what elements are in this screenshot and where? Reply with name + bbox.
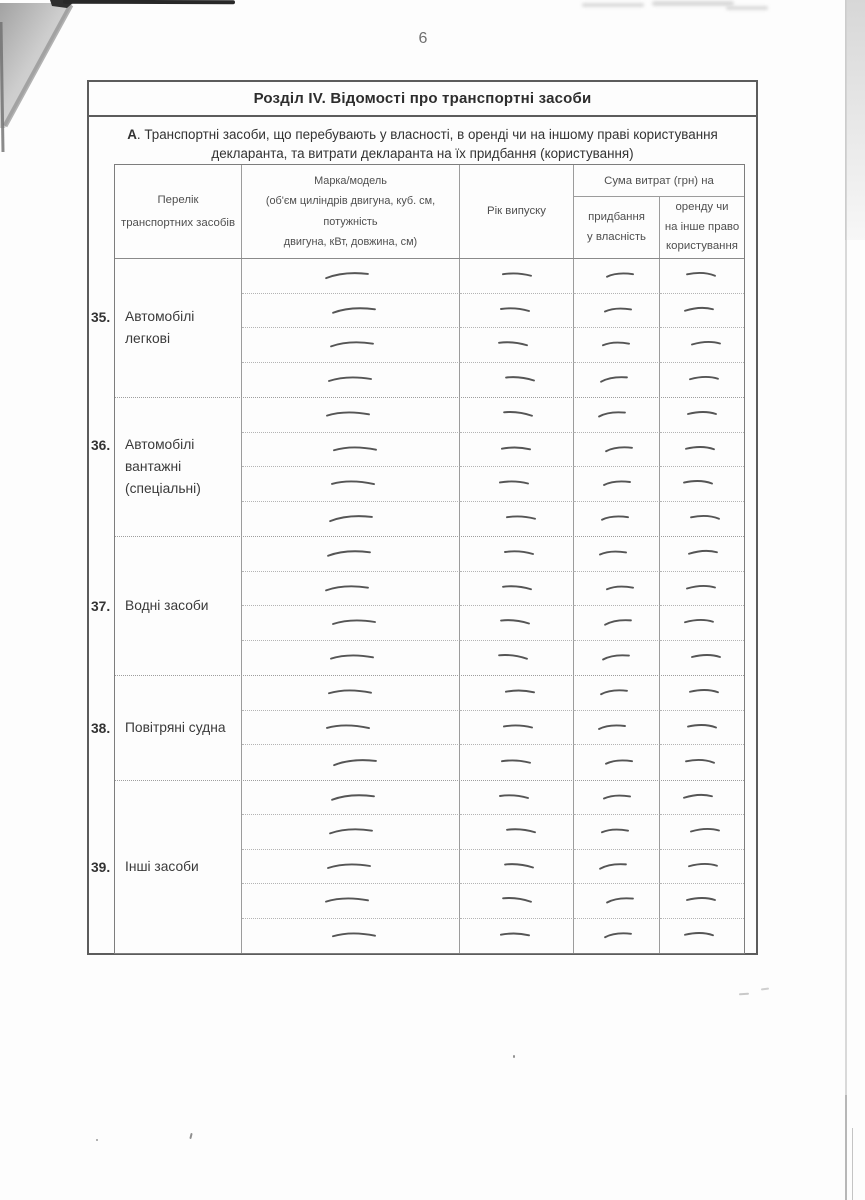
empty-cell-make [242,606,460,641]
page-corner-fold-artifact [0,0,100,165]
handwritten-dash-icon [324,409,370,421]
handwritten-dash-icon [690,339,722,351]
handwritten-dash-icon [688,687,720,699]
empty-cell-make [242,572,460,607]
handwritten-dash-icon [686,721,718,733]
table-header [115,165,744,259]
handwritten-dash-icon [685,582,717,594]
empty-cell-rent [660,745,744,780]
col-header-purchase-line: придбання [588,210,645,223]
empty-cell-make [242,919,460,954]
empty-cell-rent [660,919,744,954]
handwritten-dash-icon [599,825,632,838]
empty-cell-rent [660,711,744,746]
handwritten-dash-icon [327,512,374,525]
page-edge-line [845,1095,847,1200]
empty-cell-make [242,884,460,919]
section-title: Розділ IV. Відомості про транспортні засоби [89,82,756,117]
col-header-rent-line: оренду чи [675,200,729,213]
handwritten-dash-icon [326,861,372,872]
empty-cell-buy [574,259,660,294]
handwritten-dash-icon [687,860,719,872]
handwritten-dash-icon [502,860,534,872]
handwritten-dash-icon [500,894,533,907]
handwritten-dash-icon [503,548,535,559]
handwritten-dash-icon [599,513,631,525]
handwritten-dash-icon [331,443,377,456]
handwritten-dash-icon [600,652,632,664]
handwritten-dash-icon [327,826,373,838]
group-row-35 [91,259,744,398]
table-body [91,259,744,953]
empty-cell-make [242,502,460,537]
scan-smudge [582,3,644,7]
row-number: 39. [91,859,111,875]
group-label-cell [91,398,242,536]
empty-cell-year [460,850,574,885]
empty-cell-buy [574,572,660,607]
col-header-list [115,165,242,258]
page-edge-line [845,0,847,1200]
scan-speck [513,1055,515,1058]
empty-cell-make [242,363,460,398]
empty-cell-buy [574,502,660,537]
col-header-make-line: двигуна, кВт, довжина, см) [283,235,418,248]
handwritten-dash-icon [603,756,635,768]
group-label: Водні засоби [125,598,209,614]
handwritten-dash-icon [498,792,530,803]
group-row-38 [91,676,744,781]
handwritten-dash-icon [497,478,529,490]
handwritten-dash-icon [683,930,715,942]
empty-cell-year [460,606,574,641]
handwritten-dash-icon [603,443,635,455]
empty-cell-buy [574,398,660,433]
handwritten-dash-icon [329,477,376,490]
handwritten-dash-icon [602,616,635,629]
handwritten-dash-icon [684,756,717,769]
col-header-make-line: Марка/модель [314,175,387,188]
handwritten-dash-icon [327,374,373,385]
handwritten-dash-icon [501,408,534,421]
empty-cell-year [460,502,574,537]
empty-cell-rent [660,467,744,502]
handwritten-dash-icon [331,756,378,769]
group-label: Автомобілі легкові [125,309,195,346]
handwritten-dash-icon [323,895,369,907]
empty-cell-year [460,363,574,398]
scan-speck [96,1139,98,1141]
handwritten-dash-icon [687,547,720,560]
page-edge-shadow [845,0,865,240]
empty-cell-buy [574,641,660,676]
empty-cell-buy [574,711,660,746]
empty-cell-rent [660,850,744,885]
handwritten-dash-icon [326,686,372,699]
empty-cell-rent [660,502,744,537]
handwritten-dash-icon [499,756,531,768]
empty-cell-year [460,467,574,502]
empty-cell-buy [574,884,660,919]
empty-cell-buy [574,850,660,885]
empty-cell-year [460,781,574,816]
empty-cell-year [460,711,574,746]
empty-cell-year [460,884,574,919]
group-row-37 [91,537,744,676]
handwritten-dash-icon [604,895,636,907]
handwritten-dash-icon [685,269,718,282]
empty-cell-year [460,676,574,711]
handwritten-dash-icon [686,409,718,420]
scan-speck [761,988,769,991]
empty-cell-year [460,398,574,433]
scan-speck [739,993,749,996]
empty-cell-make [242,676,460,711]
scan-smudge [652,1,734,6]
empty-cell-make [242,711,460,746]
empty-cell-rent [660,641,744,676]
col-header-rent-line: користування [666,240,738,253]
handwritten-dash-icon [325,547,371,560]
handwritten-dash-icon [597,860,630,873]
handwritten-dash-icon [682,791,715,804]
empty-cell-rent [660,537,744,572]
handwritten-dash-icon [689,512,722,525]
handwritten-dash-icon [324,721,371,734]
handwritten-dash-icon [503,374,535,386]
form-box [87,80,758,955]
empty-cell-buy [574,919,660,954]
handwritten-dash-icon [500,270,532,282]
empty-cell-rent [660,363,744,398]
empty-cell-rent [660,676,744,711]
group-label-cell [91,259,242,397]
empty-cell-year [460,294,574,329]
handwritten-dash-icon [499,305,531,316]
group-label: Автомобілі вантажні (спеціальні) [125,437,201,496]
empty-cell-make [242,467,460,502]
row-number: 38. [91,720,111,736]
empty-cell-buy [574,676,660,711]
empty-cell-year [460,641,574,676]
handwritten-dash-icon [604,270,636,282]
handwritten-dash-icon [690,652,722,663]
col-header-rent-line: на інше право [664,220,740,233]
empty-cell-rent [660,433,744,468]
empty-cell-year [460,572,574,607]
empty-cell-make [242,433,460,468]
group-label: Повітряні судна [125,719,226,735]
handwritten-dash-icon [329,791,375,804]
handwritten-dash-icon [496,651,529,664]
handwritten-dash-icon [504,826,536,838]
empty-cell-rent [660,328,744,363]
page-number: 6 [418,30,428,47]
col-header-make [242,165,460,258]
empty-cell-rent [660,398,744,433]
col-header-make-line: (об'єм циліндрів двигуна, куб. см, потужність [265,195,436,228]
handwritten-dash-icon [598,687,630,699]
handwritten-dash-icon [688,374,720,386]
empty-cell-year [460,537,574,572]
handwritten-dash-icon [323,269,370,282]
empty-cell-year [460,328,574,363]
empty-cell-rent [660,572,744,607]
row-number: 35. [91,310,111,326]
empty-cell-buy [574,433,660,468]
handwritten-dash-icon [503,686,536,699]
subtitle-letter: А [127,127,137,142]
page-edge-line [852,1128,853,1200]
handwritten-dash-icon [689,826,721,838]
handwritten-dash-icon [499,443,532,456]
empty-cell-rent [660,259,744,294]
group-row-39 [91,781,744,954]
empty-cell-buy [574,328,660,363]
empty-cell-make [242,398,460,433]
handwritten-dash-icon [602,930,634,942]
col-header-rent [660,197,744,258]
empty-cell-year [460,745,574,780]
empty-cell-buy [574,294,660,329]
empty-cell-make [242,745,460,780]
row-number: 37. [91,599,111,615]
handwritten-dash-icon [597,548,629,560]
scan-smudge [726,6,768,10]
empty-cell-buy [574,363,660,398]
empty-cell-make [242,537,460,572]
empty-cell-make [242,815,460,850]
col-header-expenses-title: Сума витрат (грн) на [574,165,744,197]
handwritten-dash-icon [496,339,528,351]
handwritten-dash-icon [597,722,629,733]
handwritten-dash-icon [501,721,533,733]
col-header-expenses [574,165,744,258]
empty-cell-make [242,781,460,816]
handwritten-dash-icon [330,929,376,942]
empty-cell-buy [574,815,660,850]
empty-cell-make [242,850,460,885]
empty-cell-buy [574,467,660,502]
empty-cell-buy [574,745,660,780]
handwritten-dash-icon [328,339,374,351]
empty-cell-rent [660,781,744,816]
scan-streak-artifact [63,0,235,4]
empty-cell-rent [660,815,744,850]
empty-cell-year [460,815,574,850]
col-header-list-line: транспортних засобів [120,216,235,229]
handwritten-dash-icon [685,895,717,906]
handwritten-dash-icon [601,791,633,803]
handwritten-dash-icon [600,338,633,351]
empty-cell-buy [574,606,660,641]
handwritten-dash-icon [596,409,628,421]
group-label: Інші засоби [125,858,199,874]
empty-cell-rent [660,884,744,919]
handwritten-dash-icon [598,373,631,386]
section-subtitle [99,125,747,163]
handwritten-dash-icon [602,478,634,489]
handwritten-dash-icon [604,582,637,595]
empty-cell-make [242,294,460,329]
empty-cell-year [460,433,574,468]
handwritten-dash-icon [682,478,714,490]
row-number: 36. [91,438,111,454]
group-label-cell [91,676,242,780]
handwritten-dash-icon [328,652,374,664]
col-header-expenses-split [574,197,744,258]
empty-cell-buy [574,781,660,816]
scan-speck [189,1133,192,1139]
subtitle-text: . Транспортні засоби, що перебувають у власності, в оренді чи на іншому праві користування декларанта, та витрати декларанта на їх придбання (користування) [136,127,718,162]
handwritten-dash-icon [683,617,715,629]
empty-cell-rent [660,606,744,641]
empty-cell-year [460,919,574,954]
handwritten-dash-icon [684,443,716,455]
empty-cell-rent [660,294,744,329]
handwritten-dash-icon [331,617,377,628]
col-header-purchase-line: у власність [587,230,646,243]
col-header-year-text: Рік випуску [487,205,546,218]
empty-cell-year [460,259,574,294]
col-header-list-line: Перелік [157,193,199,206]
group-label-cell [91,537,242,675]
handwritten-dash-icon [683,304,716,317]
handwritten-dash-icon [323,582,369,594]
handwritten-dash-icon [330,304,376,317]
handwritten-dash-icon [602,304,634,316]
group-label-cell [91,781,242,954]
empty-cell-make [242,641,460,676]
empty-cell-make [242,259,460,294]
handwritten-dash-icon [500,582,532,594]
handwritten-dash-icon [498,617,530,629]
col-header-purchase [574,197,660,258]
empty-cell-buy [574,537,660,572]
handwritten-dash-icon [498,929,531,942]
empty-cell-make [242,328,460,363]
handwritten-dash-icon [504,513,536,525]
group-row-36 [91,398,744,537]
vehicles-table [91,164,745,954]
col-header-year [460,165,574,258]
